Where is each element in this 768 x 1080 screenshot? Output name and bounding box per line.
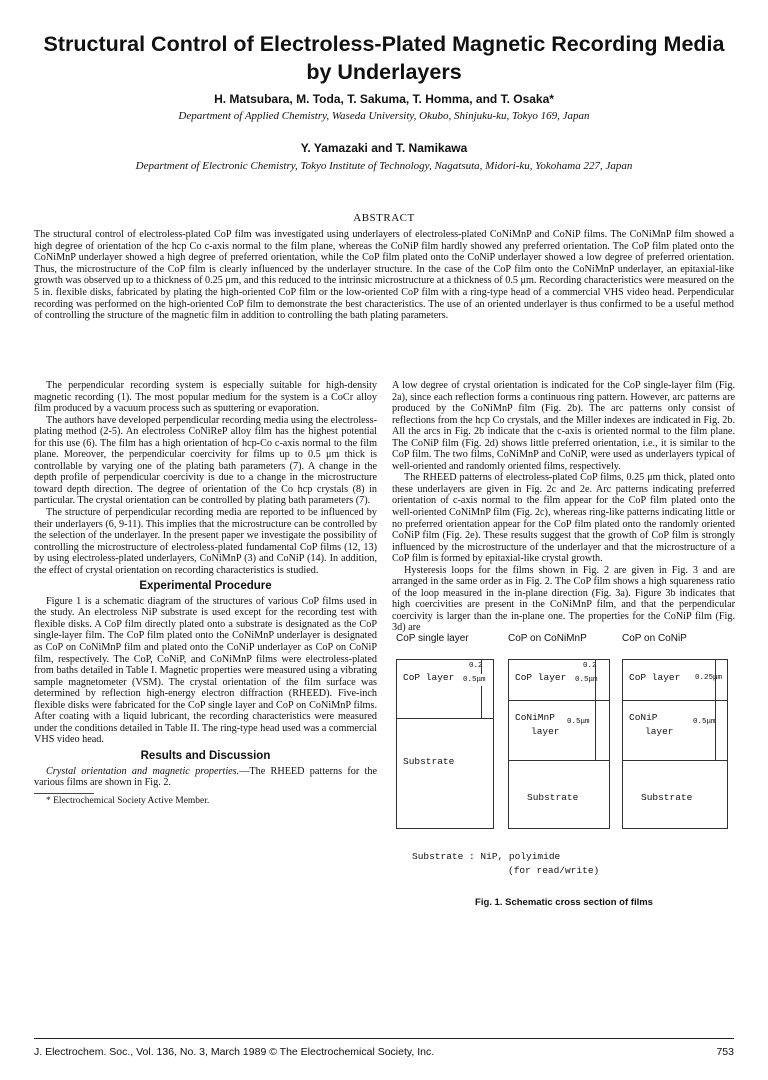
- affiliation-2: Department of Electronic Chemistry, Tokyo Institute of Technology, Nagatsuta, Midori-ku, Yokohama 227, Japan: [135, 160, 633, 172]
- left-column: [34, 380, 377, 807]
- footnote-rule: [34, 793, 94, 794]
- footnote: * Electrochemical Society Active Member.: [46, 795, 210, 806]
- panel-a-dim-2: 0.5μm: [463, 676, 486, 684]
- panel-b-dim-3: 0.5μm: [567, 718, 590, 726]
- section-heading-results: Results and Discussion: [140, 749, 271, 762]
- footer-rule: [34, 1038, 734, 1039]
- panel-c-dim-2: 0.5μm: [693, 718, 716, 726]
- fig-label-cop-single: CoP single layer: [396, 633, 469, 644]
- fig-panel-b: [508, 659, 610, 829]
- figure-1-schematic: [394, 633, 734, 893]
- panel-b-dim-1: 0.2: [583, 662, 597, 670]
- affiliation-1: Department of Applied Chemistry, Waseda University, Okubo, Shinjuku-ku, Tokyo 169, Japan: [178, 110, 590, 122]
- results-paragraph-4: Hysteresis loops for the films shown in Fig. 2 are given in Fig. 3 and are arranged in the same order as in Fig. 2. The CoP film shows a high squareness ratio of the loop measured in the in-plane direction (Fig. 3a). Figure 3b indicates that high coercivities are present in the CoNiMnP film, and that the perpendicular coercivity is larger than the in-plane one. The properties for the CoNiP film (Fig. 3d) are: [392, 564, 735, 634]
- author-list-1: H. Matsubara, M. Toda, T. Sakuma, T. Homma, and T. Osaka*: [214, 92, 554, 106]
- panel-b-substrate: Substrate: [527, 792, 579, 803]
- panel-c-cop-layer: CoP layer: [629, 672, 681, 683]
- subsection-run-in: Crystal orientation and magnetic properties.: [46, 765, 240, 777]
- author-list-2: Y. Yamazaki and T. Namikawa: [300, 141, 468, 155]
- fig-substrate-note: Substrate : NiP, polyimide: [412, 851, 561, 862]
- fig-label-cop-on-conip: CoP on CoNiP: [622, 633, 687, 644]
- intro-paragraph-3: The structure of perpendicular recording media are reported to be influenced by their underlayers (6, 9-11). This implies that the microstructure can be controlled by the selection of the underlayer. In the present paper we investigate the possibility of controlling the microstructure of electroless-plated fundamental CoP films (12, 13) by using electroless-plated underlayers, CoNiMnP (3) and CoNiP (14). In addition, the effect of crystal orientation on recording characteristics is studied.: [34, 507, 377, 576]
- panel-b-cop-layer: CoP layer: [515, 672, 567, 683]
- fig-label-cop-on-conimnp: CoP on CoNiMnP: [508, 633, 587, 644]
- page-number: 753: [716, 1046, 734, 1058]
- figure-1-caption: Fig. 1. Schematic cross section of films: [475, 897, 653, 908]
- results-paragraph-2: A low degree of crystal orientation is indicated for the CoP single-layer film (Fig. 2a), since each reflection forms a continuous ring pattern. However, arc patterns are produced by the CoNiMnP film (Fig. 2b). The arc patterns only consist of reflections from the hcp Co crystals, and the Miller indexes are indicated in Fig. 2b. All the arcs in Fig. 2b indicate that the c-axis is oriented normal to the film plane. The CoNiP film (Fig. 2d) shows little preferred orientation, i.e., it is similar to the CoP film. The two films, CoNiMnP and CoNiP, were used as underlayers typical of well-oriented and randomly oriented films, respectively.: [392, 380, 735, 472]
- panel-b-conimnp: CoNiMnP: [515, 712, 555, 723]
- intro-paragraph-2: The authors have developed perpendicular recording media using the electroless-plating method (2-5). An electroless CoNiReP alloy film has the highest potential for this use (6). The film has a high orientation of hcp-Co c-axis normal to the film plane. Moreover, the perpendicular coercivity for films up to 0.5 μm thick is controllable by varying one of the plating bath parameters (7). A change in the depth profile of perpendicular coercivity is due to a change in the microstructure toward depth direction. The degree of orientation of the Co hcp crystals (8) in particular. The crystal orientation can be controlled by plating bath parameters (7).: [34, 414, 377, 507]
- abstract-heading: ABSTRACT: [353, 212, 415, 224]
- panel-c-conip: CoNiP: [629, 712, 658, 723]
- panel-b-layer: layer: [531, 726, 560, 737]
- fig-panel-a: [396, 659, 494, 829]
- panel-a-dim-1: 0.2: [469, 662, 483, 670]
- experimental-paragraph: Figure 1 is a schematic diagram of the structures of various CoP films used in the study. An electroless NiP substrate is used except for the recording test with flexible disks. A CoP film directly plated onto a substrate is designated as the CoP single-layer film. The CoP film plated onto the CoNiMnP underlayer is designated as CoP on CoNiMnP film and plated onto the CoNiP underlayer as CoP on CoNiP film, respectively. The CoP, CoNiP, and CoNiMnP films were electroless-plated from baths detailed in Table I. Magnetic properties were measured using a vibrating sample magnetometer (VSM). The crystal orientation of the film surface was determined by reflection high-energy electron diffraction (RHEED). Five-inch flexible disks were fabricated for the CoP single layer and CoP on CoNiMnP films. After coating with a liquid lubricant, the recording characteristics were measured under the conditions detailed in Table II. The ring-type head used was a commercial VHS video head.: [34, 595, 377, 746]
- panel-b-dim-2: 0.5μm: [575, 676, 598, 684]
- section-heading-experimental: Experimental Procedure: [139, 580, 272, 593]
- results-paragraph-3: The RHEED patterns of electroless-plated CoP films, 0.25 μm thick, plated onto these underlayers are given in Fig. 2c and 2e. Arc patterns indicating preferred orientation of c-axis normal to the film appear for the CoP film plated onto the well-oriented CoNiMnP film (Fig. 2c), whereas ring-like patterns indicating little or no preferred orientation appear for the CoP film plated onto the randomly oriented CoNiP film (Fig. 2e). These results suggest that the growth of CoP film is strongly influenced by the microstructure of the underlayer and that the microstructure of a CoP film is formed by epitaxial-like crystal growth.: [392, 472, 735, 565]
- fig-panel-c: [622, 659, 728, 829]
- panel-a-cop-layer: CoP layer: [403, 672, 455, 683]
- panel-c-layer: layer: [645, 726, 674, 737]
- journal-citation: J. Electrochem. Soc., Vol. 136, No. 3, March 1989 © The Electrochemical Society, Inc.: [34, 1046, 435, 1058]
- results-paragraph-1: Crystal orientation and magnetic properties.—The RHEED patterns for the various films are shown in Fig. 2.: [34, 765, 377, 789]
- abstract-text: The structural control of electroless-plated CoP film was investigated using underlayers of electroless-plated CoNiMnP and CoNiP films. The CoNiMnP film showed a high degree of orientation of the hcp Co c-axis normal to the film plane, whereas the CoNiP film hardly showed any preferred orientation. The CoP film plated onto the CoNiMnP underlayer showed a high degree of preferred orientation, while the CoP film plated onto the CoNiP underlayer showed a low degree of preferred orientation. Thus, the microstructure of the CoP film is clearly influenced by the underlayer structure. In the case of the CoP film onto the CoNiMnP underlayer, an epitaxial-like growth was observed up to a thickness of 0.25 μm, and this reduced to the intrinsic microstructure at a thickness of 0.5 μm. Recording characteristics were measured on the 5 in. flexible disks, fabricated by plating the high-oriented CoP film or the low-oriented CoP film with a ring-type head of a commercial VHS video head. Perpendicular recording was performed on the high-oriented CoP film to demonstrate the best characteristics. The use of an oriented underlayer is thus confirmed to be a useful method of controlling the structure of the magnetic film in addition to controlling the bath plating parameters.: [34, 229, 734, 322]
- intro-paragraph-1: The perpendicular recording system is especially suitable for high-density magnetic recording (1). The most popular medium for the system is a CoCr alloy film produced by a vacuum process such as sputtering or evaporation.: [34, 380, 377, 415]
- panel-c-substrate: Substrate: [641, 792, 693, 803]
- panel-c-dim-1: 0.25μm: [695, 674, 723, 682]
- right-column: [392, 380, 735, 634]
- paper-title: Structural Control of Electroless-Plated Magnetic Recording Media by Underlayers: [43, 32, 725, 84]
- panel-a-substrate: Substrate: [403, 756, 455, 767]
- fig-substrate-note-2: (for read/write): [508, 865, 600, 876]
